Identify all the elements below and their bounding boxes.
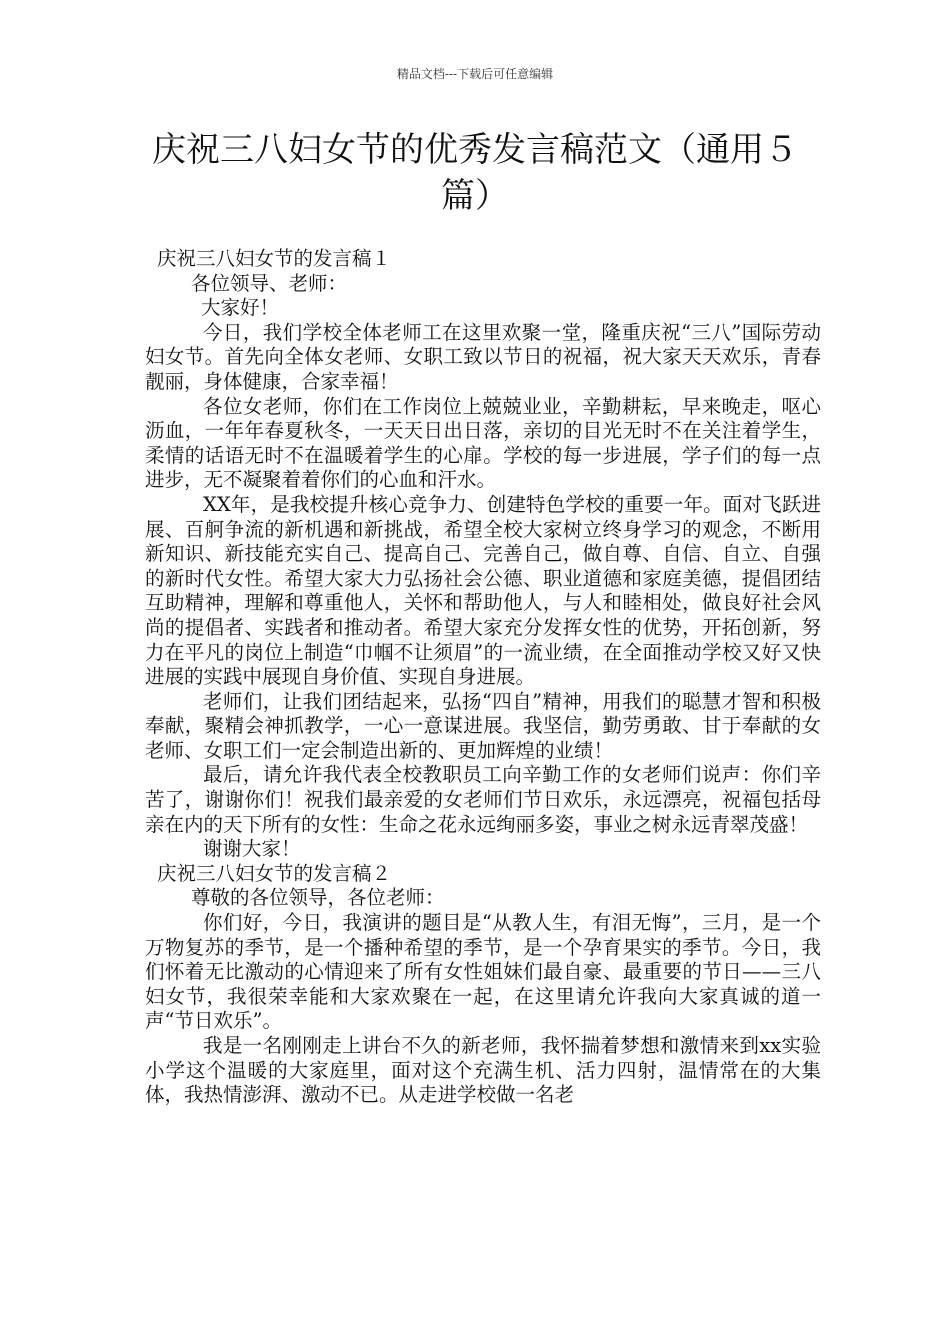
body-paragraph: 老师们，让我们团结起来，弘扬“四自”精神，用我们的聪慧才智和积极奉献，聚精会神抓教学，一心一意谋进展。我坚信，勤劳勇敢、甘于奉献的女老师、女职工们一定会制造出新的、更加辉煌的业绩！ xyxy=(145,689,821,762)
page-header-note: 精品文档---下载后可任意编辑 xyxy=(396,67,554,81)
body-paragraph: 我是一名刚刚走上讲台不久的新老师，我怀揣着梦想和激情来到xx实验小学这个温暖的大家庭里，面对这个充满生机、活力四射，温情常在的大集体，我热情澎湃、激动不已。从走进学校做一名老 xyxy=(145,1034,821,1107)
body-paragraph: 最后，请允许我代表全校教职员工向辛勤工作的女老师们说声：你们辛苦了，谢谢你们！祝我们最亲爱的女老师们节日欢乐，永远漂亮，祝福包括母亲在内的天下所有的女性：生命之花永远绚丽多姿，事业之树永远青翠茂盛！ xyxy=(145,763,821,836)
salutation: 尊敬的各位领导，各位老师： xyxy=(191,886,445,910)
closing-line: 谢谢大家！ xyxy=(203,837,301,861)
salutation: 各位领导、老师： xyxy=(191,271,348,295)
body-paragraph: 各位女老师，你们在工作岗位上兢兢业业，辛勤耕耘，早来晚走，呕心沥血，一年年春夏秋冬，一天天日出日落，亲切的目光无时不在关注着学生，柔情的话语无时不在温暖着学生的心扉。学校的每一步进展，学子们的每一点进步，无不凝聚着着你们的心血和汗水。 xyxy=(145,394,821,492)
document-title: 庆祝三八妇女节的优秀发言稿范文（通用５篇） xyxy=(152,130,798,216)
document-body xyxy=(145,247,821,1108)
section-heading: 庆祝三八妇女节的发言稿２ xyxy=(157,861,392,885)
section-heading: 庆祝三八妇女节的发言稿１ xyxy=(157,247,392,270)
greeting: 大家好！ xyxy=(201,296,280,320)
body-paragraph: 你们好，今日，我演讲的题目是“从教人生，有泪无悔”，三月，是一个万物复苏的季节，是一个播种希望的季节，是一个孕育果实的季节。今日，我们怀着无比激动的心情迎来了所有女性姐妹们最自豪、最重要的节日——三八妇女节，我很荣幸能和大家欢聚在一起，在这里请允许我向大家真诚的道一声“节日欢乐”。 xyxy=(145,911,821,1033)
body-paragraph: XX年，是我校提升核心竞争力、创建特色学校的重要一年。面对飞跃进展、百舸争流的新机遇和新挑战，希望全校大家树立终身学习的观念，不断用新知识、新技能充实自己、提高自己、完善自己，做自尊、自信、自立、自强的新时代女性。希望大家大力弘扬社会公德、职业道德和家庭美德，提倡团结互助精神，理解和尊重他人，关怀和帮助他人，与人和睦相处，做良好社会风尚的提倡者、实践者和推动者。希望大家充分发挥女性的优势，开拓创新，努力在平凡的岗位上制造“巾帼不让须眉”的一流业绩，在全面推动学校又好又快进展的实践中展现自身价值、实现自身进展。 xyxy=(145,492,821,689)
body-paragraph: 今日，我们学校全体老师工在这里欢聚一堂，隆重庆祝“三八”国际劳动妇女节。首先向全体女老师、女职工致以节日的祝福，祝大家天天欢乐，青春靓丽，身体健康，合家幸福！ xyxy=(145,320,821,393)
